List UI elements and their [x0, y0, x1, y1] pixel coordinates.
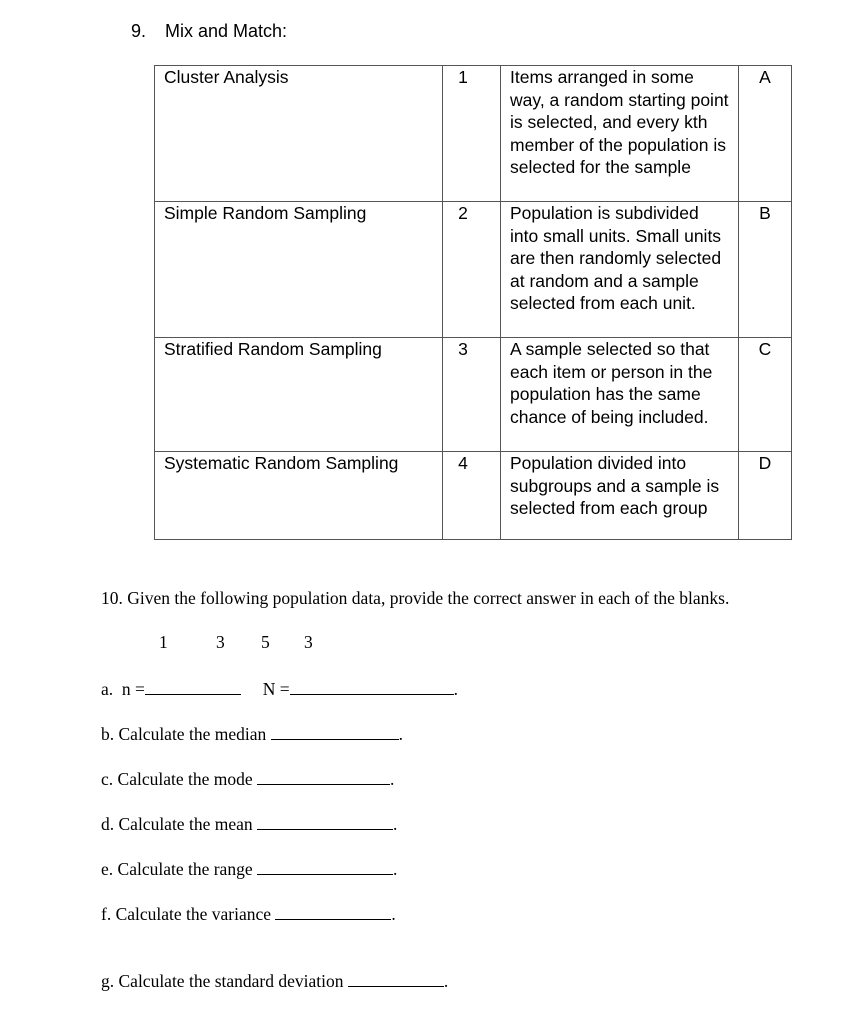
question-c-label: c. Calculate the mode [101, 769, 253, 789]
question-b-line [101, 723, 403, 745]
match-number: 1 [458, 67, 468, 87]
data-value: 5 [261, 632, 270, 652]
match-number: 4 [458, 453, 468, 473]
n-answer-blank[interactable] [145, 678, 241, 695]
match-term: Cluster Analysis [155, 66, 443, 202]
match-row [155, 338, 792, 452]
question-a-label: a. [101, 679, 114, 699]
match-number: 3 [458, 339, 468, 359]
period: . [391, 904, 396, 924]
data-value: 1 [159, 632, 168, 652]
match-letter: A [739, 66, 792, 202]
question-9-number: 9. [131, 21, 147, 41]
match-letter: B [739, 202, 792, 338]
period: . [443, 971, 449, 991]
match-row [155, 452, 792, 540]
match-term: Stratified Random Sampling [155, 338, 443, 452]
data-value: 3 [304, 632, 313, 652]
question-9-title: Mix and Match: [165, 21, 288, 41]
range-answer-blank[interactable] [257, 858, 393, 875]
period: . [453, 679, 459, 699]
match-description: Items arranged in some way, a random starting point is selected, and every kth member of the population is selected for the sample [510, 67, 729, 177]
question-f-line [101, 903, 396, 925]
mode-answer-blank[interactable] [257, 768, 390, 785]
mean-answer-blank[interactable] [257, 813, 393, 830]
question-9-heading [131, 21, 287, 42]
big-n-label: N = [262, 679, 290, 699]
question-g-line [101, 970, 448, 992]
question-c-line [101, 768, 394, 790]
match-letter: C [739, 338, 792, 452]
question-a-line [101, 678, 458, 700]
big-n-answer-blank[interactable] [290, 678, 454, 695]
match-term: Systematic Random Sampling [155, 452, 443, 540]
question-d-label: d. Calculate the mean [101, 814, 253, 834]
match-term: Simple Random Sampling [155, 202, 443, 338]
question-10-prompt: 10. Given the following population data, provide the correct answer in each of the blanks. [101, 588, 730, 608]
data-value: 3 [216, 632, 225, 652]
match-description: Population is subdivided into small units. Small units are then randomly selected at random and a sample selected from each unit. [510, 203, 722, 313]
question-f-label: f. Calculate the variance [101, 904, 272, 924]
match-table [154, 65, 792, 540]
median-answer-blank[interactable] [271, 723, 399, 740]
period: . [392, 859, 398, 879]
period: . [398, 724, 403, 744]
period: . [389, 769, 395, 789]
n-label: n = [121, 679, 145, 699]
std-dev-answer-blank[interactable] [348, 970, 444, 987]
question-e-line [101, 858, 397, 880]
match-number: 2 [458, 203, 468, 223]
question-e-label: e. Calculate the range [101, 859, 253, 879]
match-row [155, 66, 792, 202]
match-description: Population divided into subgroups and a sample is selected from each group [510, 453, 720, 518]
question-b-label: b. Calculate the median [101, 724, 267, 744]
question-d-line [101, 813, 397, 835]
match-row [155, 202, 792, 338]
match-letter: D [739, 452, 792, 540]
match-description: A sample selected so that each item or person in the population has the same chance of being included. [510, 339, 713, 427]
period: . [392, 814, 398, 834]
question-g-label: g. Calculate the standard deviation [101, 971, 344, 991]
variance-answer-blank[interactable] [275, 903, 391, 920]
